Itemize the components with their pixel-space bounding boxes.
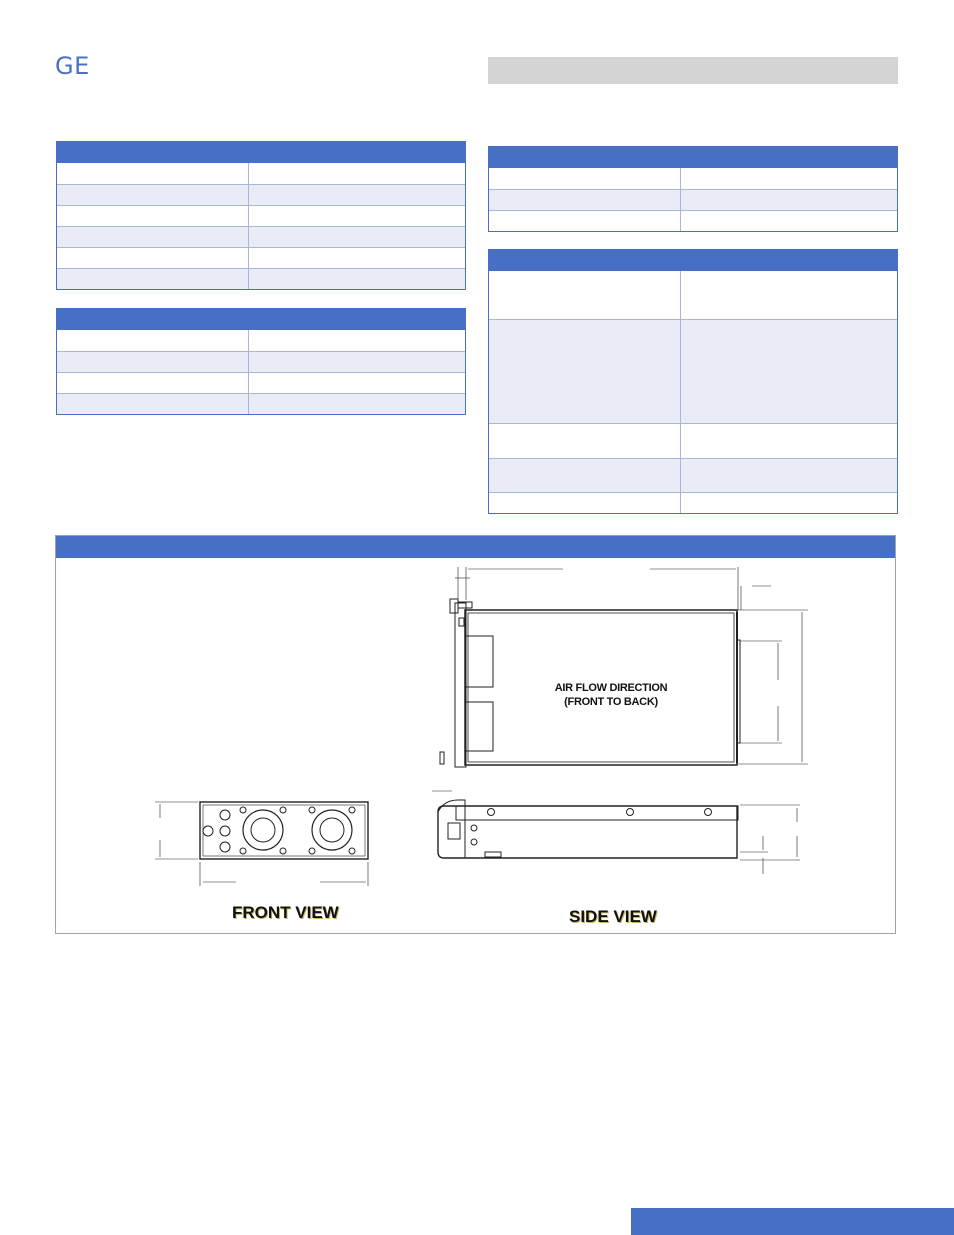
front-view [155, 802, 368, 886]
footer-bar [631, 1208, 954, 1235]
airflow-label [531, 681, 691, 709]
ge-logo: GE [55, 52, 90, 80]
airflow-line-1: AIR FLOW DIRECTION [554, 682, 668, 694]
front-view-label: FRONT VIEW [232, 903, 339, 922]
top-view [440, 567, 808, 767]
side-view-label: SIDE VIEW [569, 907, 657, 926]
side-view [432, 791, 800, 874]
airflow-line-2: (FRONT TO BACK) [564, 696, 658, 708]
